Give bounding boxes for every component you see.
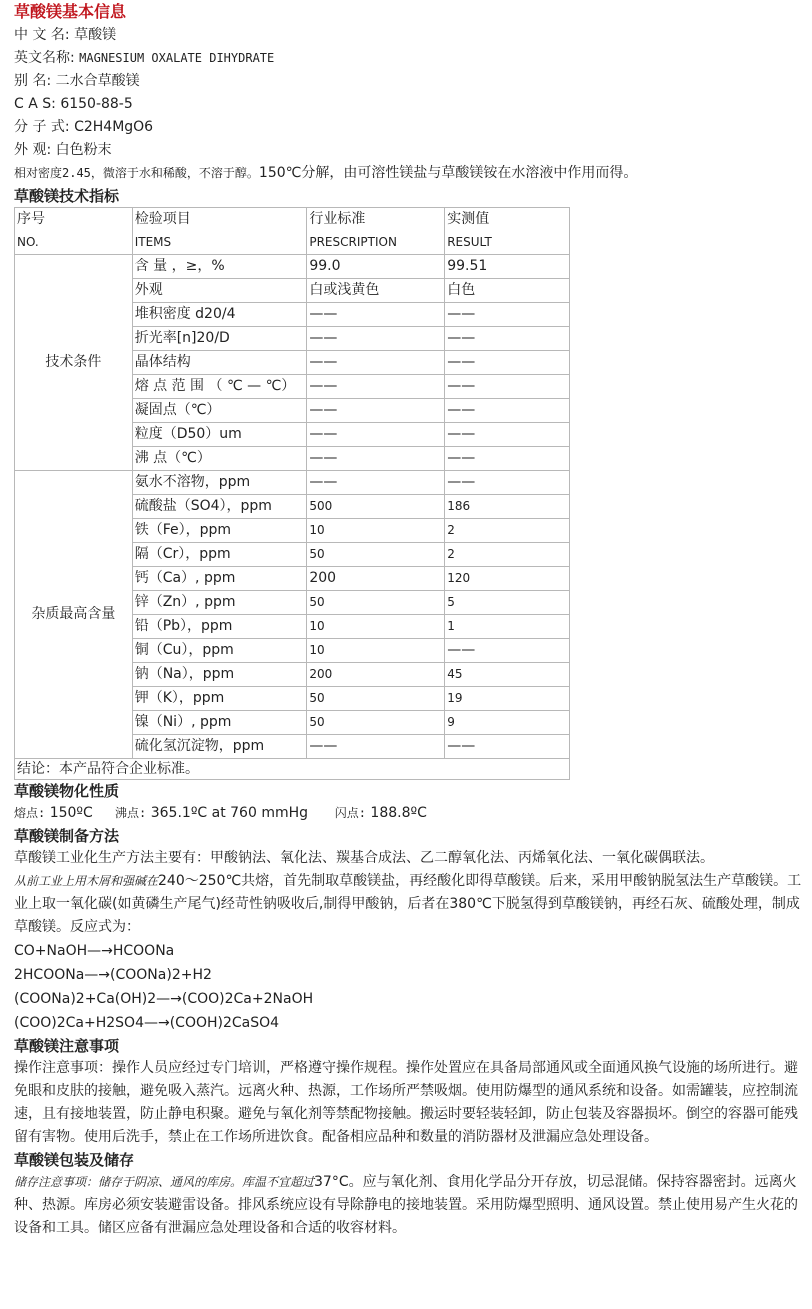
caution-paragraph: 操作注意事项：操作人员应经过专门培训，严格遵守操作规程。操作处置应在具备局部通风或全面通风换气设施的场所进行。避免眼和皮肤的接触，避免吸入蒸汽。远离火种、热源，工作场所严禁吸烟。使用防爆型的通风系统和设备。如需罐装，应控制流速，且有接地装置，防止静电积聚。避免与氧化剂等禁配物接触。搬运时要轻装轻卸，防止包装及容器损坏。倒空的容器可能残留有害物。使用后洗手，禁止在工作场所进饮食。配备相应品种和数量的消防器材及泄漏应急处理设备。 bbox=[14, 1060, 798, 1145]
info-label: 外 观: bbox=[14, 142, 52, 158]
info-row-cas bbox=[14, 93, 804, 116]
std-cell: 50 bbox=[307, 543, 445, 567]
mp-label: 熔点: bbox=[14, 806, 46, 820]
res-cell: —— bbox=[445, 447, 570, 471]
item-cell: 镍（Ni）, ppm bbox=[132, 711, 307, 735]
bp-value: 365.1ºC at 760 mmHg bbox=[150, 805, 309, 821]
res-cell: 45 bbox=[445, 663, 570, 687]
item-cell: 堆积密度 d20/4 bbox=[132, 303, 307, 327]
header-no-cn: 序号 bbox=[17, 211, 45, 227]
item-cell: 折光率[n]20/D bbox=[132, 327, 307, 351]
std-cell: —— bbox=[307, 303, 445, 327]
info-value: 白色粉末 bbox=[55, 142, 112, 158]
res-cell: —— bbox=[445, 303, 570, 327]
header-no bbox=[15, 208, 133, 255]
res-cell: 1 bbox=[445, 615, 570, 639]
info-row-appearance bbox=[14, 139, 804, 162]
item-cell: 沸 点（℃） bbox=[132, 447, 307, 471]
info-value: C2H4MgO6 bbox=[74, 119, 154, 135]
res-cell: 9 bbox=[445, 711, 570, 735]
item-cell: 晶体结构 bbox=[132, 351, 307, 375]
res-cell: —— bbox=[445, 639, 570, 663]
density-lead: 相对密度2.45，微溶于水和稀酸，不溶于醇。 bbox=[14, 166, 259, 180]
header-res bbox=[445, 208, 570, 255]
res-cell: 120 bbox=[445, 567, 570, 591]
res-cell: 186 bbox=[445, 495, 570, 519]
std-cell: —— bbox=[307, 471, 445, 495]
formula-1: CO+NaOH—→HCOONa bbox=[14, 943, 175, 959]
table-header-row bbox=[15, 208, 570, 255]
item-cell: 钙（Ca）, ppm bbox=[132, 567, 307, 591]
prep-p2-rest: 240～250℃共熔，首先制取草酸镁盐，再经酸化即得草酸镁。后来，采用甲酸钠脱氢法生产草酸镁。工业上取一氧化碳(如黄磷生产尾气)经苛性钠吸收后,制得甲酸钠，后者在380℃下脱氢得到草酸镁钠，再经石灰、硫酸处理，制成草酸镁。反应式为： bbox=[14, 873, 802, 935]
info-value: MAGNESIUM OXALATE DIHYDRATE bbox=[79, 51, 275, 65]
std-cell: —— bbox=[307, 423, 445, 447]
info-label: 分 子 式: bbox=[14, 119, 70, 135]
group-tech-conditions: 技术条件 bbox=[15, 255, 133, 471]
std-cell: 200 bbox=[307, 567, 445, 591]
item-cell: 锌（Zn）, ppm bbox=[132, 591, 307, 615]
storage-paragraph bbox=[14, 1171, 804, 1240]
std-cell: —— bbox=[307, 447, 445, 471]
caution-title: 草酸镁注意事项 bbox=[14, 1037, 120, 1055]
basic-info-list bbox=[14, 24, 804, 185]
formula-2: 2HCOONa—→(COONa)2+H2 bbox=[14, 967, 212, 983]
header-std-en: PRESCRIPTION bbox=[309, 235, 397, 249]
prep-title: 草酸镁制备方法 bbox=[14, 827, 120, 845]
info-row-density bbox=[14, 162, 804, 185]
fp-label: 闪点: bbox=[334, 806, 366, 820]
info-value: 草酸镁 bbox=[74, 27, 117, 43]
std-cell: 50 bbox=[307, 591, 445, 615]
std-cell: 200 bbox=[307, 663, 445, 687]
info-label: 别 名: bbox=[14, 73, 52, 89]
std-cell: 50 bbox=[307, 711, 445, 735]
info-row-chinese-name bbox=[14, 24, 804, 47]
res-cell: 2 bbox=[445, 519, 570, 543]
header-res-cn: 实测值 bbox=[447, 211, 490, 227]
table-row bbox=[15, 255, 570, 279]
info-row-formula bbox=[14, 116, 804, 139]
header-item-cn: 检验项目 bbox=[134, 211, 191, 227]
res-cell: —— bbox=[445, 471, 570, 495]
info-label: 中 文 名: bbox=[14, 27, 70, 43]
physchem-line bbox=[14, 802, 804, 825]
res-cell: —— bbox=[445, 399, 570, 423]
res-cell: 99.51 bbox=[445, 255, 570, 279]
prep-paragraph-2 bbox=[14, 870, 804, 939]
table-row bbox=[15, 471, 570, 495]
formula-4: (COO)2Ca+H2SO4—→(COOH)2CaSO4 bbox=[14, 1015, 280, 1031]
std-cell: —— bbox=[307, 375, 445, 399]
std-cell: 99.0 bbox=[307, 255, 445, 279]
res-cell: —— bbox=[445, 351, 570, 375]
std-cell: —— bbox=[307, 735, 445, 759]
std-cell: 白或浅黄色 bbox=[307, 279, 445, 303]
std-cell: —— bbox=[307, 327, 445, 351]
res-cell: —— bbox=[445, 735, 570, 759]
header-std bbox=[307, 208, 445, 255]
item-cell: 钾（K），ppm bbox=[132, 687, 307, 711]
formula-3: (COONa)2+Ca(OH)2—→(COO)2Ca+2NaOH bbox=[14, 991, 314, 1007]
mp-value: 150ºC bbox=[49, 805, 93, 821]
res-cell: —— bbox=[445, 375, 570, 399]
physchem-title: 草酸镁物化性质 bbox=[14, 782, 120, 800]
std-cell: 10 bbox=[307, 615, 445, 639]
item-cell: 硫酸盐（SO4），ppm bbox=[132, 495, 307, 519]
res-cell: 2 bbox=[445, 543, 570, 567]
storage-rest: 37°C。应与氧化剂、食用化学品分开存放，切忌混储。保持容器密封。远离火种、热源。库房必须安装避雷设备。排风系统应设有导除静电的接地装置。采用防爆型照明、通风设置。禁止使用易产生火花的设备和工具。储区应备有泄漏应急处理设备和合适的收容材料。 bbox=[14, 1174, 798, 1236]
std-cell: 500 bbox=[307, 495, 445, 519]
prep-paragraph-1: 草酸镁工业化生产方法主要有：甲酸钠法、氧化法、羰基合成法、乙二醇氧化法、丙烯氧化法、一氧化碳偶联法。 bbox=[14, 850, 714, 866]
info-label: C A S: bbox=[14, 96, 56, 112]
fp-value: 188.8ºC bbox=[370, 805, 427, 821]
storage-lead: 储存注意事项：储存于阴凉、通风的库房。库温不宜超过 bbox=[14, 1175, 315, 1189]
res-cell: 白色 bbox=[445, 279, 570, 303]
group-impurities: 杂质最高含量 bbox=[15, 471, 133, 759]
std-cell: —— bbox=[307, 399, 445, 423]
res-cell: —— bbox=[445, 327, 570, 351]
tech-spec-title: 草酸镁技术指标 bbox=[14, 187, 120, 205]
item-cell: 铅（Pb），ppm bbox=[132, 615, 307, 639]
item-cell: 隔（Cr），ppm bbox=[132, 543, 307, 567]
std-cell: 10 bbox=[307, 639, 445, 663]
std-cell: —— bbox=[307, 351, 445, 375]
prep-p2-lead: 从前工业上用木屑和强碱在 bbox=[14, 874, 159, 888]
res-cell: 19 bbox=[445, 687, 570, 711]
item-cell: 含 量 ，≥，% bbox=[132, 255, 307, 279]
density-rest: 150℃分解，由可溶性镁盐与草酸镁铵在水溶液中作用而得。 bbox=[258, 165, 638, 181]
std-cell: 50 bbox=[307, 687, 445, 711]
item-cell: 凝固点（℃） bbox=[132, 399, 307, 423]
std-cell: 10 bbox=[307, 519, 445, 543]
info-row-alias bbox=[14, 70, 804, 93]
header-item bbox=[132, 208, 307, 255]
res-cell: —— bbox=[445, 423, 570, 447]
info-label: 英文名称: bbox=[14, 50, 75, 66]
info-value: 二水合草酸镁 bbox=[55, 73, 140, 89]
res-cell: 5 bbox=[445, 591, 570, 615]
item-cell: 硫化氢沉淀物，ppm bbox=[132, 735, 307, 759]
item-cell: 钠（Na），ppm bbox=[132, 663, 307, 687]
item-cell: 熔 点 范 围 （ ℃ — ℃） bbox=[132, 375, 307, 399]
item-cell: 氨水不溶物，ppm bbox=[132, 471, 307, 495]
bp-label: 沸点: bbox=[115, 806, 147, 820]
header-item-en: ITEMS bbox=[134, 235, 172, 249]
header-std-cn: 行业标准 bbox=[309, 211, 366, 227]
header-res-en: RESULT bbox=[447, 235, 492, 249]
storage-title: 草酸镁包装及储存 bbox=[14, 1151, 135, 1169]
item-cell: 粒度（D50）um bbox=[132, 423, 307, 447]
basic-info-title: 草酸镁基本信息 bbox=[14, 2, 127, 21]
item-cell: 外观 bbox=[132, 279, 307, 303]
header-no-en: NO. bbox=[17, 235, 39, 249]
conclusion-row bbox=[15, 759, 570, 780]
info-row-english-name bbox=[14, 47, 804, 70]
tech-spec-table bbox=[14, 207, 570, 780]
item-cell: 铜（Cu），ppm bbox=[132, 639, 307, 663]
info-value: 6150-88-5 bbox=[60, 96, 133, 112]
item-cell: 铁（Fe），ppm bbox=[132, 519, 307, 543]
conclusion-cell: 结论：本产品符合企业标准。 bbox=[15, 759, 570, 780]
